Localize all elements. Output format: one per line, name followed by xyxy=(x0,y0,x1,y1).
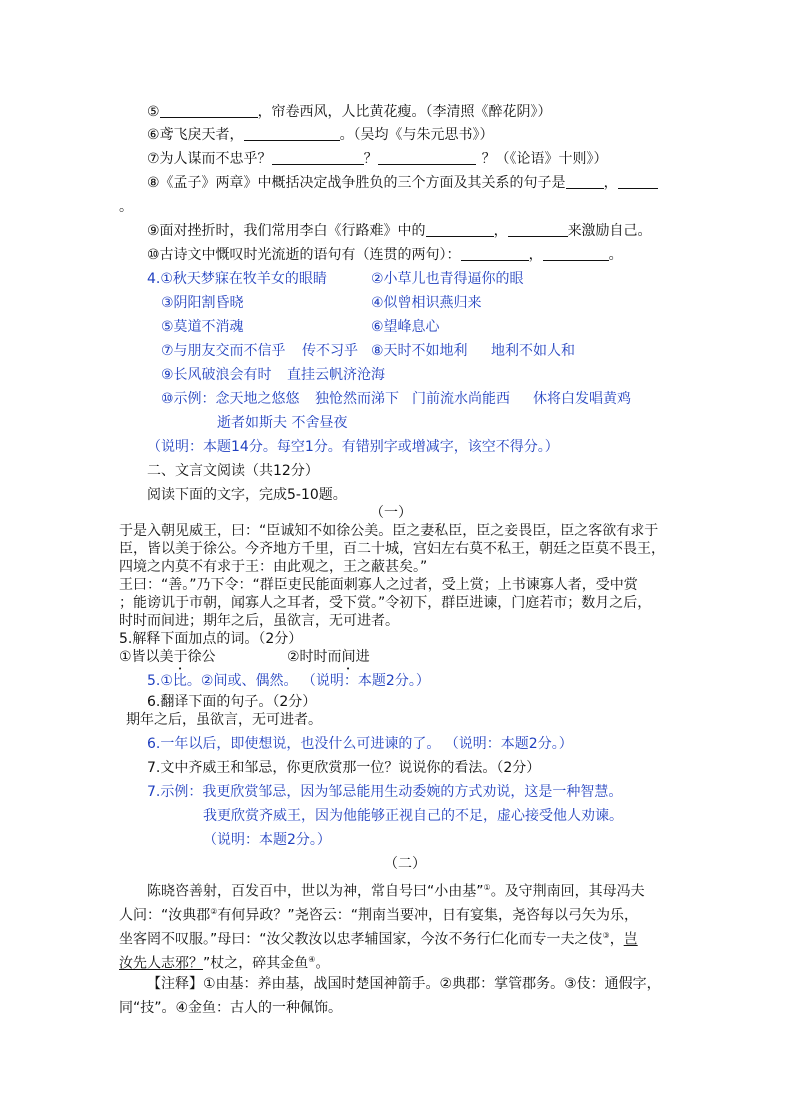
passage1-line5: ；能谤讥于市朝，闻寡人之耳者，受下赏。”令初下，群臣进谏，门庭若市；数月之后， xyxy=(119,595,652,611)
q7-answer1: 7.示例：我更欣赏邹忌，因为邹忌能用生动委婉的方式劝说，这是一种智慧。 xyxy=(147,784,623,800)
answer4-10b: 独怆然而涕下 xyxy=(315,391,399,407)
item-9 xyxy=(147,222,652,240)
answer4-4: ④似曾相识燕归来 xyxy=(371,295,482,311)
passage2-text: 坐客罔不叹服。”母曰：“汝父教汝以忠孝辅国家，今汝不务行仁化而专一夫之伎 xyxy=(119,931,603,948)
passage2-line1 xyxy=(147,879,645,901)
footnote-mark: ② xyxy=(210,907,218,916)
passage1-line4: 王曰：“善。”乃下令：“群臣吏民能面刺寡人之过者，受上赏；上书谏寡人者，受中赏 xyxy=(119,577,638,593)
q5-item2-post: 进 xyxy=(355,649,370,665)
answer4-3: ③阴阳割昏晓 xyxy=(161,295,244,311)
passage1-line1: 于是入朝见威王，曰：“臣诚知不如徐公美。臣之妻私臣，臣之妾畏臣，臣之客欲有求于 xyxy=(119,523,659,539)
annotation-line2: 同“技”。④金鱼：古人的一种佩饰。 xyxy=(119,1000,343,1016)
q7-prompt: 7.文中齐威王和邹忌，你更欣赏那一位？说说你的看法。（2分） xyxy=(147,760,541,776)
answer4-7a: ⑦与朋友交而不信乎 xyxy=(161,343,286,359)
passage2-text: 人问：“汝典郡 xyxy=(119,907,211,924)
item-7-mid: ？ xyxy=(363,151,378,167)
answer4-7b: 传不习乎 xyxy=(302,343,358,359)
item-9-rest: 来激励自己。 xyxy=(567,223,652,239)
q5-prompt: 5.解释下面加点的词。（2分） xyxy=(119,631,303,647)
passage2-line4 xyxy=(119,951,329,973)
q7-answer2: 我更欣赏齐威王，因为他能够正视自己的不足，虚心接受他人劝谏。 xyxy=(203,808,623,824)
passage2-line2 xyxy=(119,903,638,925)
passage1-line6: 时时而间进；期年之后，虽欲言，无可进者。 xyxy=(119,613,399,629)
answer4-9a: ⑨长风破浪会有时 xyxy=(161,367,272,383)
q5-item2-pre: ②时时而 xyxy=(287,649,342,665)
answer4-10c: 门前流水尚能西 xyxy=(412,391,510,407)
item-6-rest: 。（吴均《与朱元思书》） xyxy=(339,127,494,143)
answer4-5: ⑤莫道不消魂 xyxy=(161,319,244,335)
item-5 xyxy=(147,103,552,121)
q6-sentence: 期年之后，虽欲言，无可进者。 xyxy=(126,712,322,728)
item-8-sep: ， xyxy=(603,175,618,191)
q5-item1-dotted: 于 xyxy=(173,649,188,665)
q5-item1 xyxy=(119,648,216,673)
answer4-1: 4.①秋天梦寐在牧羊女的眼睛 xyxy=(147,271,327,287)
item-10-end: 。 xyxy=(608,247,623,263)
answer4-line1 xyxy=(147,270,327,288)
q5-item1-pre: ①皆以美 xyxy=(119,649,174,665)
answer-blank[interactable] xyxy=(378,150,476,165)
q6-prompt: 6.翻译下面的句子。（2分） xyxy=(147,694,317,710)
item-7-rest: ？（《论语》十则》） xyxy=(481,151,608,167)
answer-blank[interactable] xyxy=(244,126,340,141)
passage1-line3: 四境之内莫不有求于王：由此观之，王之蔽甚矣。” xyxy=(119,559,428,575)
item-8-end: 。 xyxy=(119,199,133,215)
q7-answer3: （说明：本题2分。） xyxy=(203,832,331,848)
answer-blank[interactable] xyxy=(618,174,658,189)
answer-blank[interactable] xyxy=(160,103,258,118)
passage2-line3 xyxy=(119,927,638,949)
answer4-2: ②小草儿也青得逼你的眼 xyxy=(371,271,524,287)
passage2-text: ”杖之，碎其金鱼 xyxy=(203,955,309,972)
q5-answer: 5.①比。②间或、偶然。 （说明：本题2分。） xyxy=(147,673,430,689)
part1-title: （一） xyxy=(370,505,412,521)
item-5-num: ⑤ xyxy=(147,104,160,120)
part2-title: （二） xyxy=(384,856,426,872)
answer4-9b: 直挂云帆济沧海 xyxy=(287,367,385,383)
underlined-text: 岂 xyxy=(623,931,638,948)
item-6 xyxy=(147,126,494,144)
item-9-text: ⑨面对挫折时，我们常用李白《行路难》中的 xyxy=(147,223,426,239)
underlined-text: 汝先人志邪？ xyxy=(119,955,203,972)
item-8 xyxy=(147,174,658,192)
answer4-8b: 地利不如人和 xyxy=(491,343,575,359)
answer4-6: ⑥望峰息心 xyxy=(371,319,440,335)
answer-blank[interactable] xyxy=(272,150,364,165)
answer-blank[interactable] xyxy=(508,222,568,237)
passage2-text: ， xyxy=(609,931,624,948)
item-9-sep: ， xyxy=(493,223,508,239)
item-10-text: ⑩古诗文中慨叹时光流逝的语句有（连贯的两句）： xyxy=(147,247,461,263)
answer-blank[interactable] xyxy=(543,246,609,261)
item-7-text: ⑦为人谋而不忠乎？ xyxy=(147,151,272,167)
footnote-mark: ③ xyxy=(602,931,610,940)
answer4-note: （说明：本题14分。每空1分。有错别字或增减字，该空不得分。） xyxy=(147,439,559,455)
answer4-10a: ⑩示例：念天地之悠悠 xyxy=(161,391,300,407)
q5-item1-post: 徐公 xyxy=(187,649,216,665)
answer-blank[interactable] xyxy=(426,222,494,237)
section2-heading: 二、文言文阅读（共12分） xyxy=(147,463,319,479)
footnote-mark: ① xyxy=(483,883,491,892)
answer-blank[interactable] xyxy=(566,174,604,189)
answer4-8a: ⑧天时不如地利 xyxy=(371,343,468,359)
answer4-10e: 逝者如斯夫 不舍昼夜 xyxy=(217,415,348,431)
item-5-text: ，帘卷西风，人比黄花瘦。（李清照《醉花阴》） xyxy=(257,104,552,120)
item-7 xyxy=(147,150,608,168)
q5-item2 xyxy=(287,648,370,673)
item-10 xyxy=(147,246,623,264)
passage2-text: 。及守荆南回，其母冯夫 xyxy=(490,883,645,900)
footnote-mark: ④ xyxy=(308,955,316,964)
q5-item2-dotted: 间 xyxy=(341,649,356,665)
answer4-10d: 休将白发唱黄鸡 xyxy=(533,391,631,407)
item-8-text: ⑧《孟子》两章》中概括决定战争胜负的三个方面及其关系的句子是 xyxy=(147,175,566,191)
passage1-line2: 臣，皆以美于徐公。今齐地方千里，百二十城，宫妇左右莫不私王，朝廷之臣莫不畏王， xyxy=(119,541,665,557)
q6-answer: 6.一年以后，即使想说，也没什么可进谏的了。 （说明：本题2分。） xyxy=(147,736,573,752)
item-6-text: ⑥鸢飞戾天者， xyxy=(147,127,244,143)
passage2-text: 陈晓咨善射，百发百中，世以为神，常自号曰“小由基” xyxy=(147,883,484,900)
answer-blank[interactable] xyxy=(461,246,529,261)
section2-intro: 阅读下面的文字，完成5-10题。 xyxy=(147,487,347,503)
passage2-text: 。 xyxy=(315,955,330,972)
annotation-line1: 【注释】①由基：养由基，战国时楚国神箭手。②典郡：掌管郡务。③伎：通假字， xyxy=(147,976,661,992)
passage2-text: 有何异政？”尧咨云：“荆南当要冲，日有宴集，尧咨每以弓矢为乐， xyxy=(217,907,638,924)
item-10-sep: ， xyxy=(528,247,543,263)
